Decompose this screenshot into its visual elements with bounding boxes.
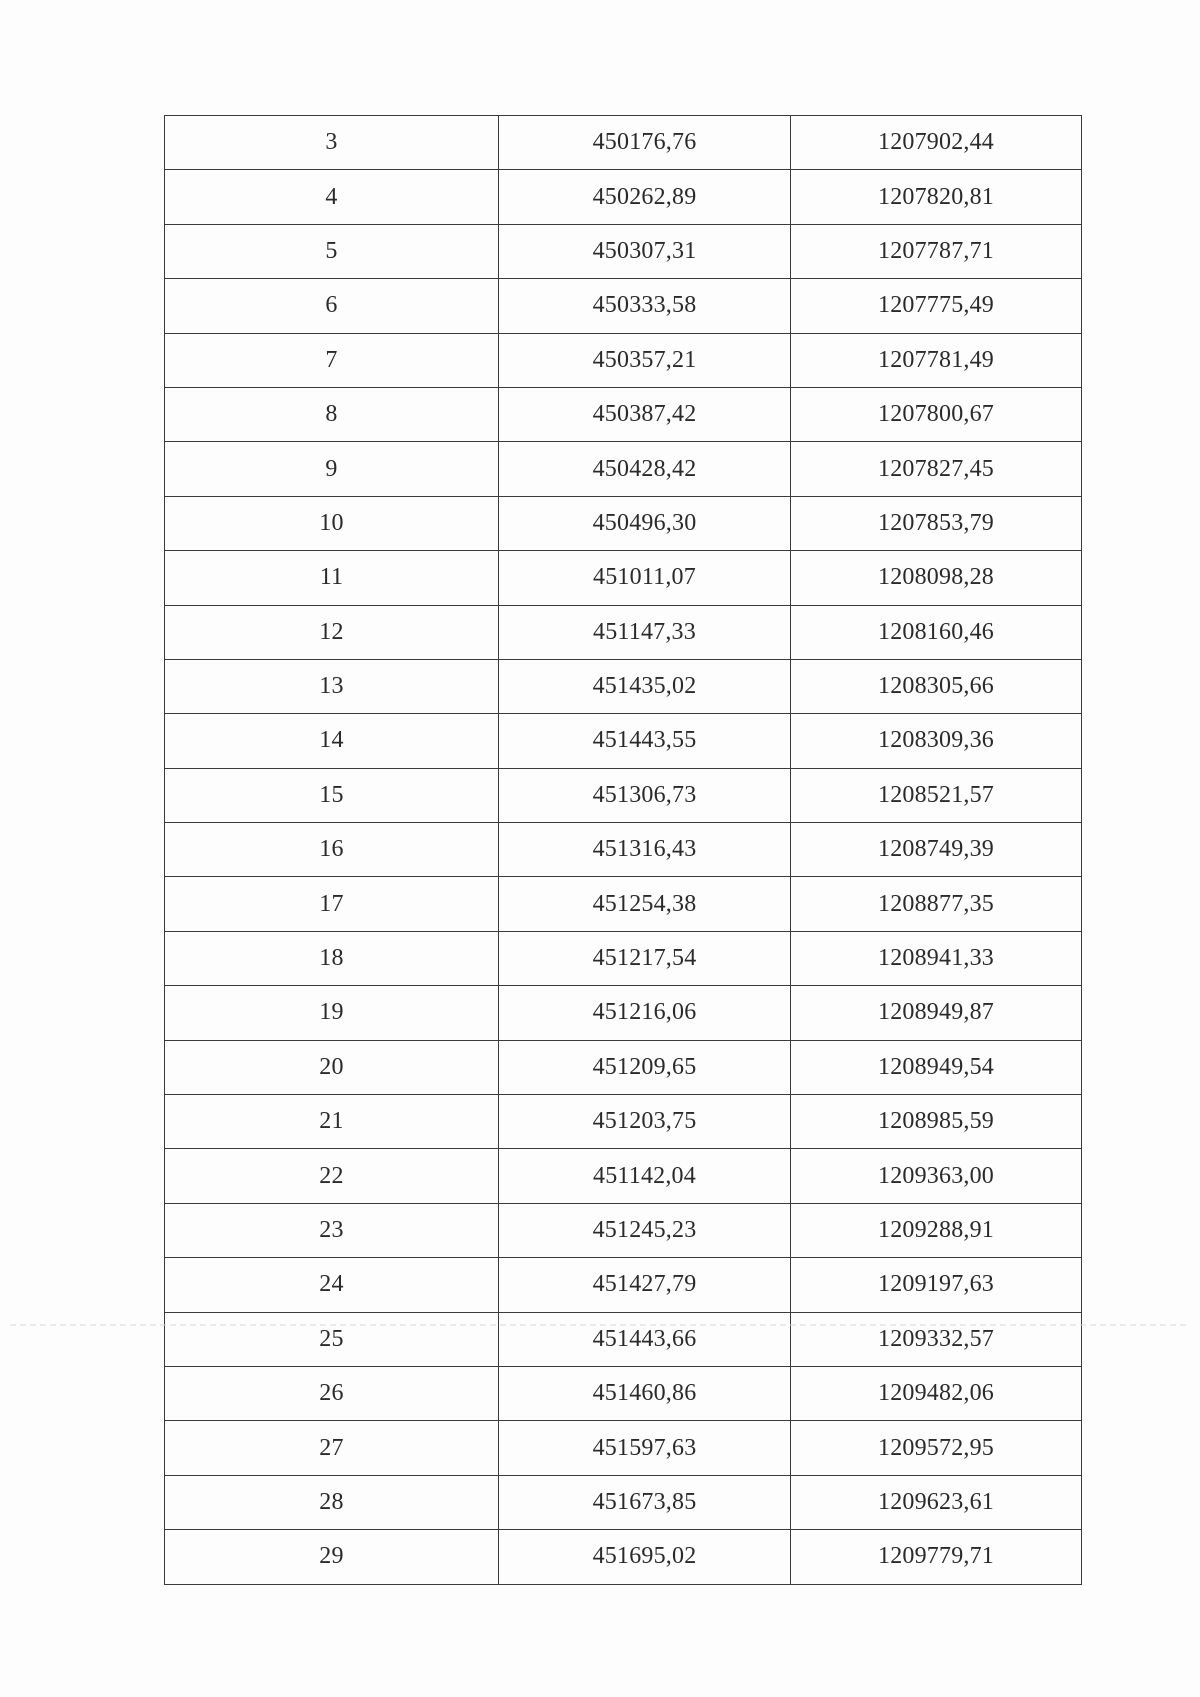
point-number-cell: 19 [165, 986, 499, 1040]
table-row [165, 279, 1082, 333]
table-row [165, 1149, 1082, 1203]
point-number-cell: 29 [165, 1530, 499, 1584]
table-row [165, 659, 1082, 713]
table-row [165, 224, 1082, 278]
table-row [165, 1040, 1082, 1094]
y-coordinate-cell: 1209623,61 [791, 1475, 1082, 1529]
x-coordinate-cell: 451306,73 [499, 768, 791, 822]
x-coordinate-cell: 451011,07 [499, 551, 791, 605]
y-coordinate-cell: 1207800,67 [791, 387, 1082, 441]
x-coordinate-cell: 450333,58 [499, 279, 791, 333]
point-number-cell: 22 [165, 1149, 499, 1203]
x-coordinate-cell: 451254,38 [499, 877, 791, 931]
y-coordinate-cell: 1209332,57 [791, 1312, 1082, 1366]
y-coordinate-cell: 1208309,36 [791, 714, 1082, 768]
y-coordinate-cell: 1207781,49 [791, 333, 1082, 387]
x-coordinate-cell: 451435,02 [499, 659, 791, 713]
point-number-cell: 3 [165, 116, 499, 170]
point-number-cell: 12 [165, 605, 499, 659]
y-coordinate-cell: 1209482,06 [791, 1366, 1082, 1420]
coordinates-table [164, 115, 1082, 1585]
y-coordinate-cell: 1207902,44 [791, 116, 1082, 170]
x-coordinate-cell: 451217,54 [499, 931, 791, 985]
point-number-cell: 26 [165, 1366, 499, 1420]
table-row [165, 1530, 1082, 1584]
x-coordinate-cell: 451316,43 [499, 823, 791, 877]
x-coordinate-cell: 451597,63 [499, 1421, 791, 1475]
table-row [165, 986, 1082, 1040]
y-coordinate-cell: 1208305,66 [791, 659, 1082, 713]
table-row [165, 333, 1082, 387]
table-row [165, 1366, 1082, 1420]
point-number-cell: 18 [165, 931, 499, 985]
point-number-cell: 10 [165, 496, 499, 550]
y-coordinate-cell: 1207775,49 [791, 279, 1082, 333]
point-number-cell: 9 [165, 442, 499, 496]
x-coordinate-cell: 450357,21 [499, 333, 791, 387]
x-coordinate-cell: 451203,75 [499, 1095, 791, 1149]
table-row [165, 877, 1082, 931]
x-coordinate-cell: 450428,42 [499, 442, 791, 496]
table-row [165, 1095, 1082, 1149]
y-coordinate-cell: 1208877,35 [791, 877, 1082, 931]
y-coordinate-cell: 1208941,33 [791, 931, 1082, 985]
point-number-cell: 8 [165, 387, 499, 441]
table-row [165, 170, 1082, 224]
y-coordinate-cell: 1208098,28 [791, 551, 1082, 605]
x-coordinate-cell: 450262,89 [499, 170, 791, 224]
x-coordinate-cell: 451443,66 [499, 1312, 791, 1366]
x-coordinate-cell: 451147,33 [499, 605, 791, 659]
point-number-cell: 15 [165, 768, 499, 822]
point-number-cell: 25 [165, 1312, 499, 1366]
point-number-cell: 16 [165, 823, 499, 877]
x-coordinate-cell: 450307,31 [499, 224, 791, 278]
y-coordinate-cell: 1209779,71 [791, 1530, 1082, 1584]
x-coordinate-cell: 451443,55 [499, 714, 791, 768]
table-row [165, 387, 1082, 441]
x-coordinate-cell: 451142,04 [499, 1149, 791, 1203]
table-row [165, 551, 1082, 605]
point-number-cell: 11 [165, 551, 499, 605]
table-row [165, 442, 1082, 496]
x-coordinate-cell: 451673,85 [499, 1475, 791, 1529]
y-coordinate-cell: 1208949,54 [791, 1040, 1082, 1094]
x-coordinate-cell: 450496,30 [499, 496, 791, 550]
table-row [165, 605, 1082, 659]
y-coordinate-cell: 1207820,81 [791, 170, 1082, 224]
x-coordinate-cell: 451245,23 [499, 1203, 791, 1257]
point-number-cell: 23 [165, 1203, 499, 1257]
point-number-cell: 14 [165, 714, 499, 768]
table-row [165, 1421, 1082, 1475]
x-coordinate-cell: 451460,86 [499, 1366, 791, 1420]
point-number-cell: 7 [165, 333, 499, 387]
table-row [165, 714, 1082, 768]
x-coordinate-cell: 450176,76 [499, 116, 791, 170]
y-coordinate-cell: 1208521,57 [791, 768, 1082, 822]
y-coordinate-cell: 1209572,95 [791, 1421, 1082, 1475]
table-row [165, 1312, 1082, 1366]
table-row [165, 823, 1082, 877]
point-number-cell: 28 [165, 1475, 499, 1529]
y-coordinate-cell: 1209288,91 [791, 1203, 1082, 1257]
x-coordinate-cell: 451427,79 [499, 1258, 791, 1312]
point-number-cell: 21 [165, 1095, 499, 1149]
point-number-cell: 27 [165, 1421, 499, 1475]
y-coordinate-cell: 1208160,46 [791, 605, 1082, 659]
table-row [165, 496, 1082, 550]
y-coordinate-cell: 1209197,63 [791, 1258, 1082, 1312]
point-number-cell: 13 [165, 659, 499, 713]
x-coordinate-cell: 450387,42 [499, 387, 791, 441]
x-coordinate-cell: 451216,06 [499, 986, 791, 1040]
coordinates-table-body [165, 116, 1082, 1585]
point-number-cell: 6 [165, 279, 499, 333]
y-coordinate-cell: 1209363,00 [791, 1149, 1082, 1203]
y-coordinate-cell: 1208949,87 [791, 986, 1082, 1040]
table-row [165, 1475, 1082, 1529]
x-coordinate-cell: 451209,65 [499, 1040, 791, 1094]
y-coordinate-cell: 1207853,79 [791, 496, 1082, 550]
point-number-cell: 24 [165, 1258, 499, 1312]
y-coordinate-cell: 1208749,39 [791, 823, 1082, 877]
x-coordinate-cell: 451695,02 [499, 1530, 791, 1584]
point-number-cell: 20 [165, 1040, 499, 1094]
y-coordinate-cell: 1207787,71 [791, 224, 1082, 278]
point-number-cell: 5 [165, 224, 499, 278]
table-row [165, 1203, 1082, 1257]
y-coordinate-cell: 1208985,59 [791, 1095, 1082, 1149]
point-number-cell: 4 [165, 170, 499, 224]
table-row [165, 1258, 1082, 1312]
table-row [165, 768, 1082, 822]
table-row [165, 116, 1082, 170]
point-number-cell: 17 [165, 877, 499, 931]
table-row [165, 931, 1082, 985]
y-coordinate-cell: 1207827,45 [791, 442, 1082, 496]
